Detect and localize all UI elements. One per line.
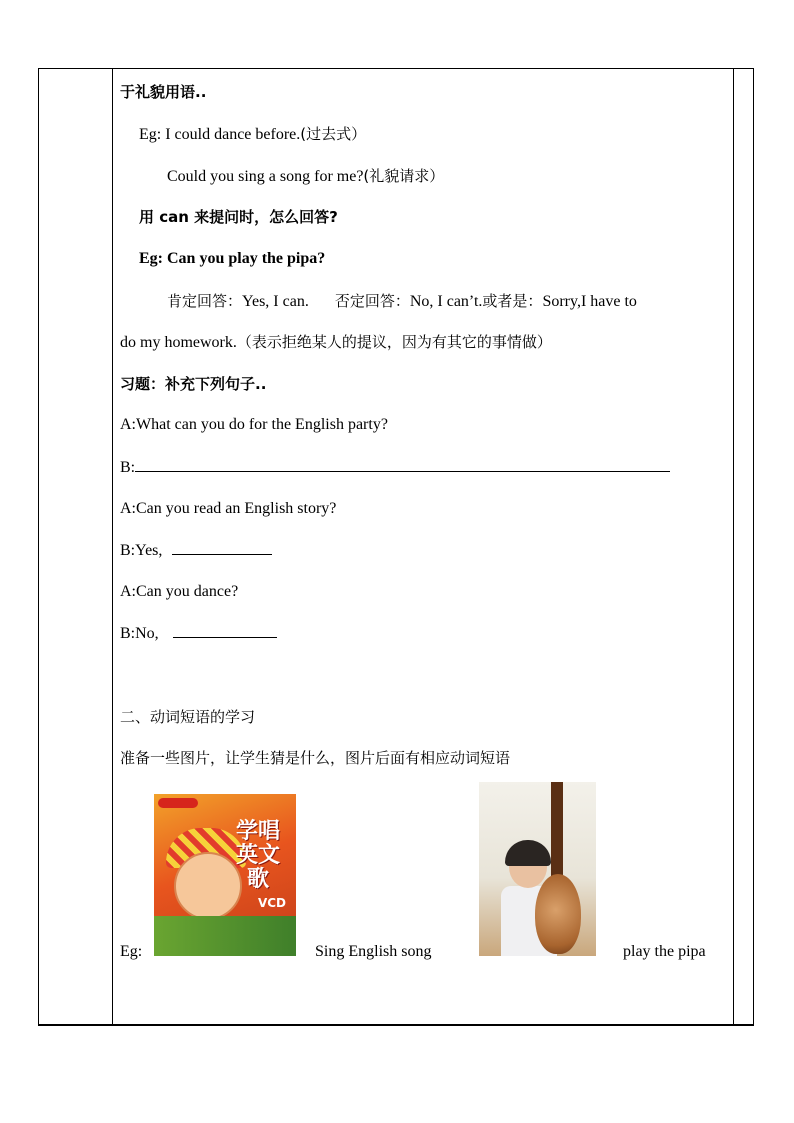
girl-hair (505, 840, 551, 866)
left-column-divider (112, 69, 113, 1024)
answer-examples (167, 291, 637, 312)
intro-polite-usage: 于礼貌用语.. (120, 83, 207, 101)
homework-text: do my homework. (120, 334, 237, 351)
answer-blank[interactable] (172, 540, 272, 555)
dialog-line-b3 (120, 623, 277, 644)
exercise-heading: 习题：补充下列句子.. (120, 375, 267, 393)
question-can-answer-heading: 用 can 来提问时，怎么回答? (139, 208, 338, 226)
answer-blank[interactable] (135, 457, 670, 472)
answer-blank[interactable] (173, 623, 277, 638)
alternative-label: 或者是： (482, 292, 543, 310)
example-could-request (167, 166, 444, 187)
section-two-heading: 二、动词短语的学习 (120, 708, 256, 726)
book-title: 学唱英文歌 (235, 819, 280, 892)
speaker-b-no: B:No, (120, 625, 159, 642)
negative-label: 否定回答： (334, 292, 410, 310)
dialog-line-a2: A:Can you read an English story? (120, 500, 337, 517)
example-cn: (礼貌请求） (363, 167, 445, 185)
english-song-book-cover-image (154, 794, 296, 956)
dialog-line-b2 (120, 540, 272, 561)
publisher-logo (158, 798, 198, 808)
caption-sing-english-song: Sing English song (315, 943, 432, 960)
pipa-body (535, 874, 581, 954)
dialog-line-a1: A:What can you do for the English party? (120, 416, 388, 433)
refusal-note: （表示拒绝某人的提议，因为有其它的事情做） (236, 333, 552, 351)
cover-stripe (154, 916, 296, 956)
right-column-divider (733, 69, 734, 1024)
alternative-answer: Sorry,I have to (542, 293, 637, 310)
positive-answer: Yes, I can. (242, 293, 309, 310)
negative-answer: No, I can’t. (409, 293, 483, 310)
speaker-b-yes: B:Yes, (120, 542, 163, 559)
dialog-line-b1 (120, 457, 670, 478)
eg-label: Eg: (120, 943, 143, 960)
girl-playing-pipa-photo (479, 782, 596, 956)
example-en: Could you sing a song for me? (167, 168, 364, 185)
example-play-pipa: Eg: Can you play the pipa? (139, 250, 326, 267)
caption-play-the-pipa: play the pipa (623, 943, 706, 960)
answer-continuation (120, 332, 552, 353)
dialog-line-a3: A:Can you dance? (120, 583, 239, 600)
example-could-past (139, 124, 366, 145)
example-cn: (过去式） (300, 125, 367, 143)
section-two-instruction: 准备一些图片，让学生猜是什么，图片后面有相应动词短语 (120, 749, 511, 767)
example-en: Eg: I could dance before. (139, 126, 301, 143)
pipa-neck (551, 782, 563, 882)
positive-label: 肯定回答： (167, 292, 243, 310)
vcd-badge: VCD (257, 896, 286, 910)
speaker-b: B: (120, 459, 136, 476)
